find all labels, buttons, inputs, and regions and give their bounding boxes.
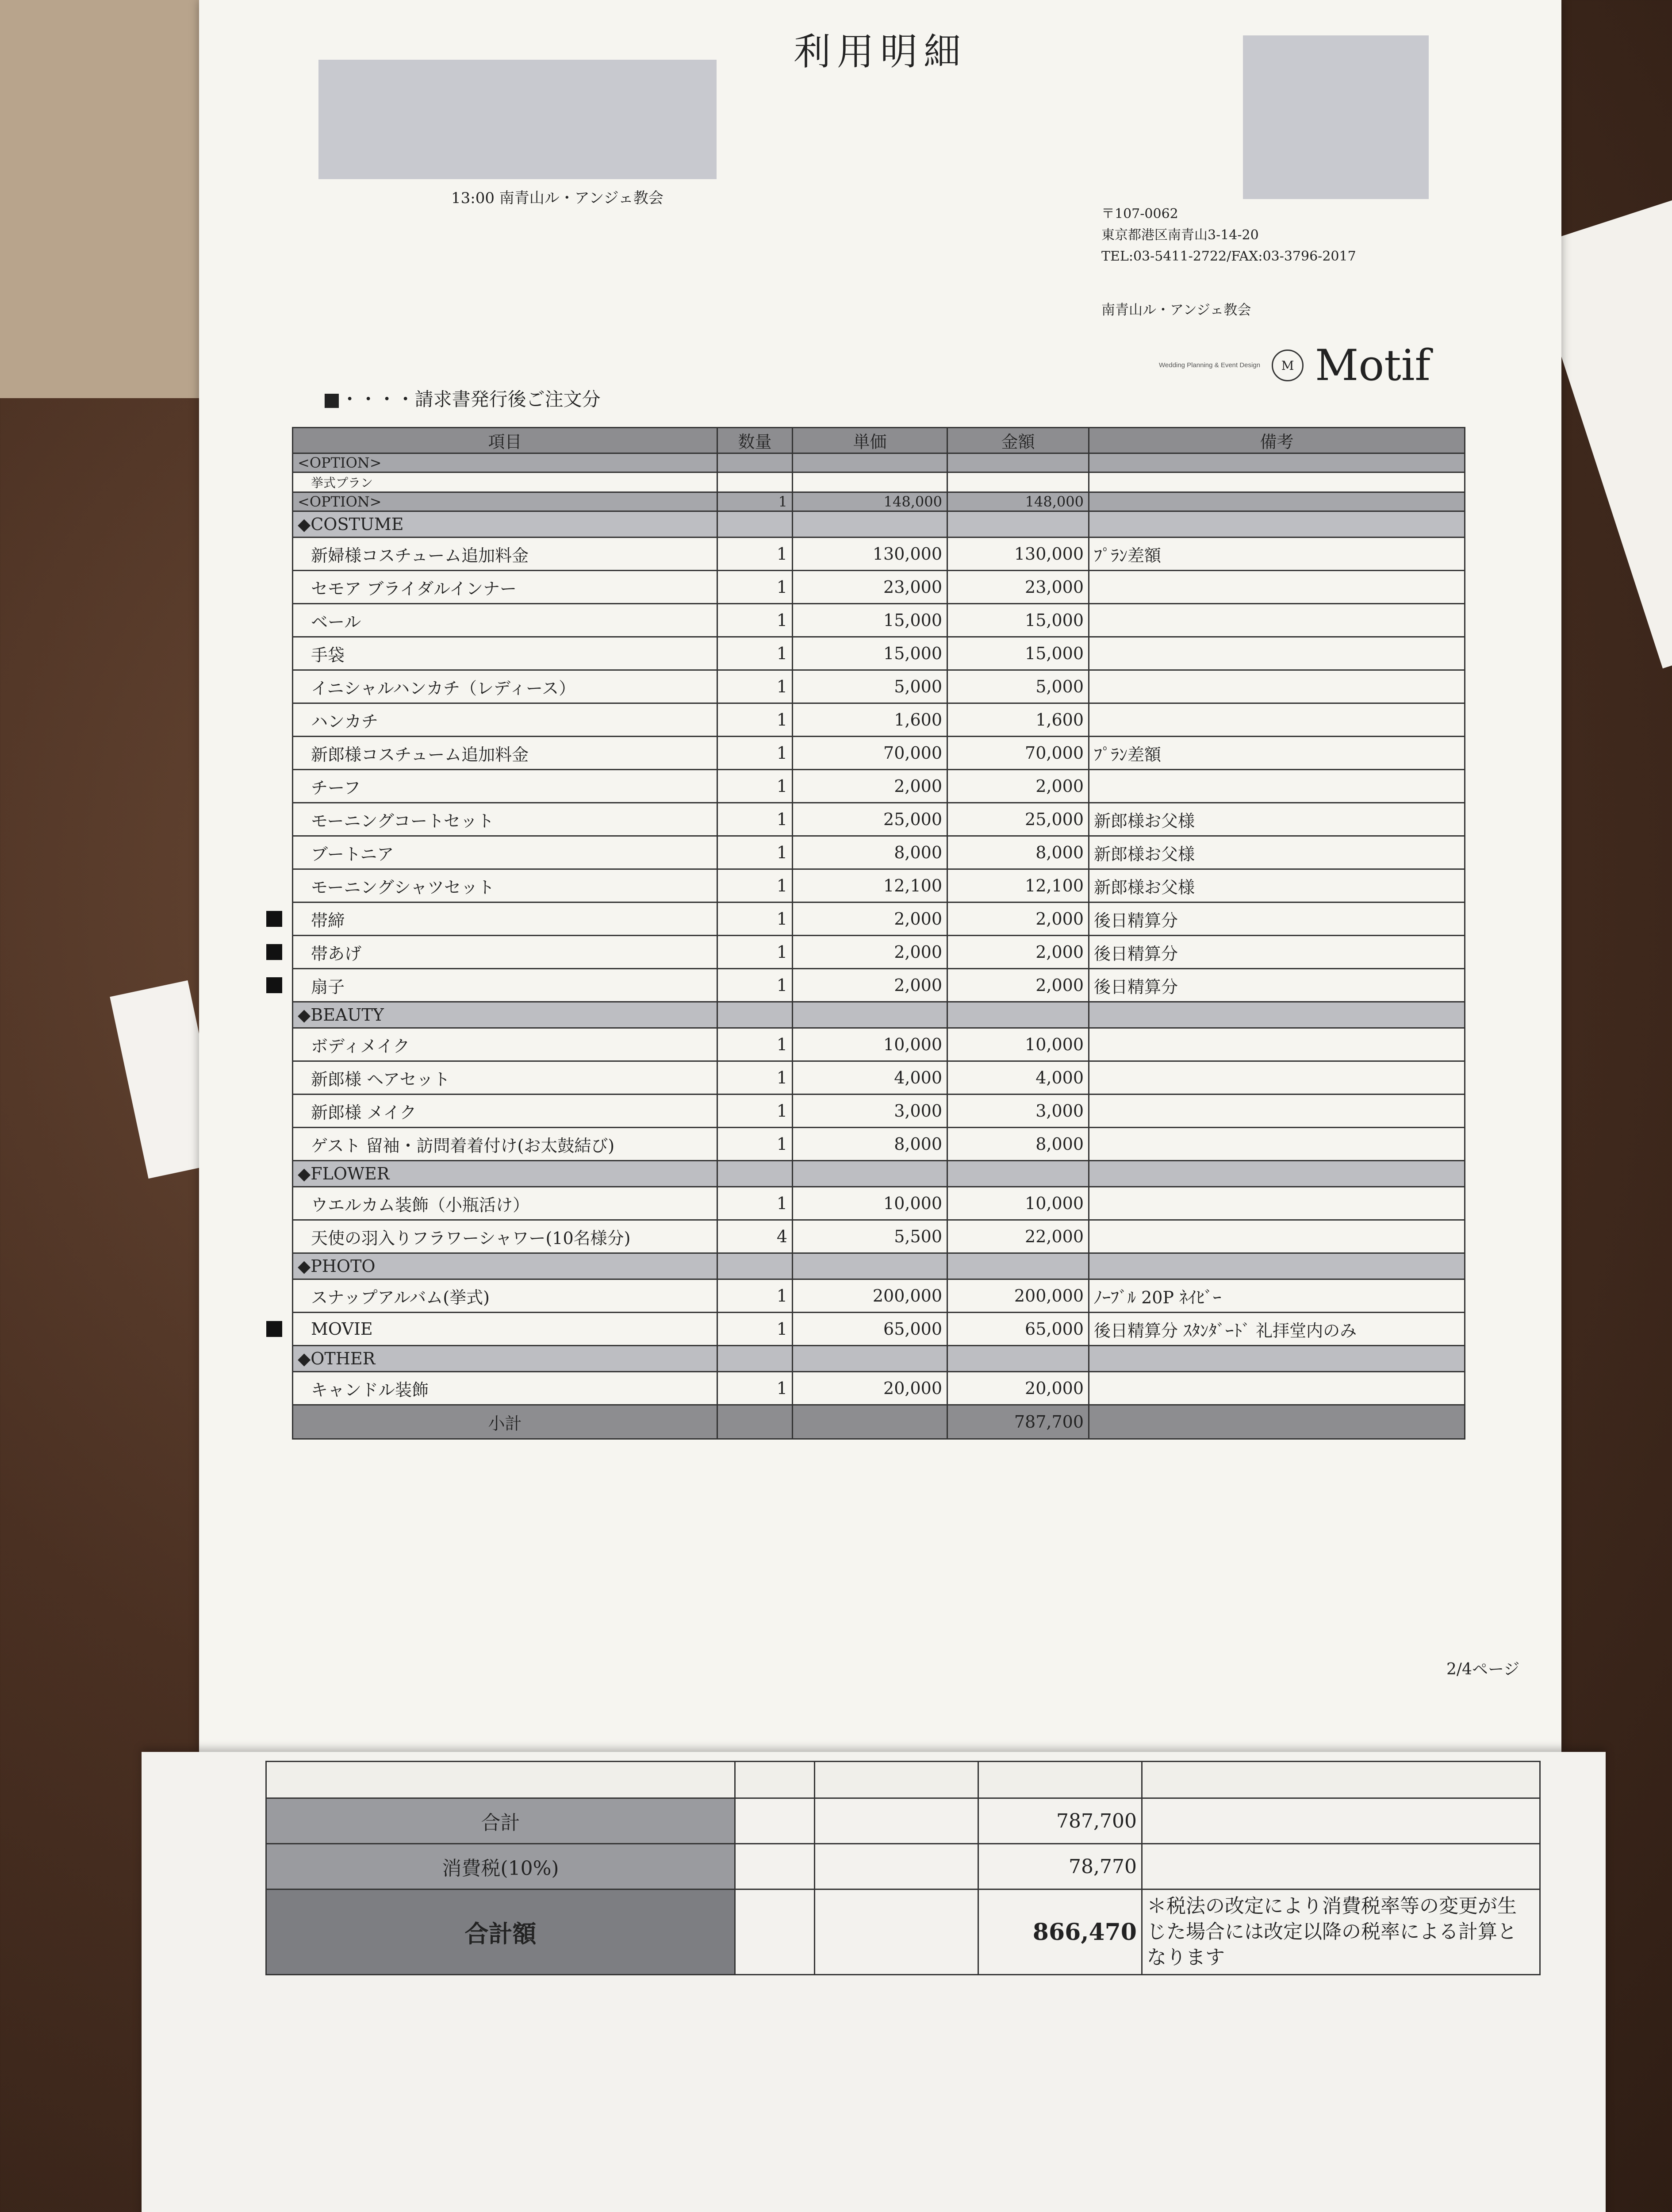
item-amount: 65,000 [947,1313,1089,1346]
item-amount: 70,000 [947,737,1089,770]
item-price: 2,000 [793,770,947,803]
item-qty: 1 [717,1128,793,1161]
summary-table [265,1761,1541,1975]
item-name: 新郎様 メイク [293,1094,717,1128]
col-item: 項目 [293,428,717,453]
item-price: 2,000 [793,969,947,1002]
item-amount: 22,000 [947,1220,1089,1253]
item-price: 5,500 [793,1220,947,1253]
item-price: 15,000 [793,637,947,670]
table-row [293,1313,1465,1346]
item-name: チーフ [293,770,717,803]
tax-row: 消費税(10%) 78,770 [266,1844,1540,1889]
item-name: 帯締 [293,902,717,936]
item-qty: 1 [717,670,793,703]
item-amount: 15,000 [947,604,1089,637]
table-row [293,538,1465,571]
grand-total-row: 合計額 866,470 ＊税法の改定により消費税率等の変更が生じた場合には改定以降の税率による計算となります [266,1889,1540,1975]
item-name: スナップアルバム(挙式) [293,1279,717,1313]
table-row [293,703,1465,737]
item-price: 2,000 [793,936,947,969]
item-price: 25,000 [793,803,947,836]
item-qty: 1 [717,1061,793,1094]
item-price: 12,100 [793,869,947,902]
item-name: 帯あげ [293,936,717,969]
item-amount: 25,000 [947,803,1089,836]
table-row [293,902,1465,936]
item-name: キャンドル装飾 [293,1372,717,1405]
item-price: 23,000 [793,571,947,604]
item-note [1089,703,1465,737]
statement-page [199,0,1561,1752]
item-amount: 2,000 [947,902,1089,936]
photo-category-row [293,1253,1465,1279]
costume-section [293,511,1465,1002]
photo-section [293,1253,1465,1346]
summary-page [142,1752,1606,2212]
item-note: 新郎様お父様 [1089,836,1465,869]
category-label: ◆OTHER [293,1346,717,1372]
item-name: ボディメイク [293,1028,717,1061]
table-row [293,737,1465,770]
item-note: ﾌﾟﾗﾝ差額 [1089,538,1465,571]
item-note [1089,1028,1465,1061]
item-note [1089,571,1465,604]
item-amount: 4,000 [947,1061,1089,1094]
item-price: 20,000 [793,1372,947,1405]
row-marker-icon [266,944,282,960]
item-price: 70,000 [793,737,947,770]
item-qty: 1 [717,637,793,670]
item-qty: 1 [717,770,793,803]
postal-code: 〒107-0062 [1101,206,1178,222]
item-amount: 20,000 [947,1372,1089,1405]
item-note: 後日精算分 [1089,936,1465,969]
item-name: イニシャルハンカチ（レディース） [293,670,717,703]
category-label: ◆COSTUME [293,511,717,538]
item-name: モーニングコートセット [293,803,717,836]
category-label: ◆FLOWER [293,1161,717,1187]
item-note [1089,1061,1465,1094]
item-qty: 1 [717,936,793,969]
item-name: 新郎様 ヘアセット [293,1061,717,1094]
item-note [1089,670,1465,703]
page-number: 2/4ページ [1446,1660,1520,1678]
item-note: ﾌﾟﾗﾝ差額 [1089,737,1465,770]
item-qty: 1 [717,1187,793,1220]
items-table [292,427,1465,1440]
item-qty: 1 [717,869,793,902]
col-note: 備考 [1089,428,1465,453]
item-note: 後日精算分 ｽﾀﾝﾀﾞｰﾄﾞ 礼拝堂内のみ [1089,1313,1465,1346]
item-name: ゲスト 留袖・訪問着着付け(お太鼓結び) [293,1128,717,1161]
item-name: 天使の羽入りフラワーシャワー(10名様分) [293,1220,717,1253]
item-note [1089,770,1465,803]
item-amount: 2,000 [947,936,1089,969]
item-name: セモア ブライダルインナー [293,571,717,604]
table-row [293,1094,1465,1128]
table-row [293,869,1465,902]
item-note [1089,637,1465,670]
item-price: 130,000 [793,538,947,571]
item-price: 1,600 [793,703,947,737]
blank-row [266,1762,1540,1798]
table-row [293,836,1465,869]
item-note [1089,1128,1465,1161]
item-amount: 8,000 [947,1128,1089,1161]
redacted-name-block [318,60,717,179]
table-row [293,936,1465,969]
tax-note: ＊税法の改定により消費税率等の変更が生じた場合には改定以降の税率による計算となります [1142,1889,1540,1975]
item-name: ベール [293,604,717,637]
beauty-section [293,1002,1465,1161]
item-price: 15,000 [793,604,947,637]
item-name: MOVIE [293,1313,717,1346]
item-note: 後日精算分 [1089,969,1465,1002]
item-note [1089,1220,1465,1253]
item-qty: 1 [717,737,793,770]
item-amount: 200,000 [947,1279,1089,1313]
item-qty: 4 [717,1220,793,1253]
item-qty: 1 [717,703,793,737]
item-qty: 1 [717,803,793,836]
item-note: 新郎様お父様 [1089,869,1465,902]
item-qty: 1 [717,538,793,571]
event-line: 13:00 南青山ル・アンジェ教会 [451,189,663,207]
motif-logo [1159,341,1430,390]
row-marker-icon [266,1321,282,1337]
table-row [293,1128,1465,1161]
table-row [293,770,1465,803]
item-name: ハンカチ [293,703,717,737]
item-note [1089,1372,1465,1405]
item-price: 5,000 [793,670,947,703]
plan-name-row: 挙式プラン [293,472,1465,492]
item-amount: 3,000 [947,1094,1089,1128]
item-name: モーニングシャツセット [293,869,717,902]
table-row [293,1279,1465,1313]
item-amount: 12,100 [947,869,1089,902]
beauty-category-row [293,1002,1465,1028]
col-price: 単価 [793,428,947,453]
item-amount: 8,000 [947,836,1089,869]
table-row [293,1220,1465,1253]
venue-name: 南青山ル・アンジェ教会 [1101,302,1251,318]
item-name: ウエルカム装飾（小瓶活け） [293,1187,717,1220]
flower-section [293,1161,1465,1253]
item-name: 新郎様コスチューム追加料金 [293,737,717,770]
item-qty: 1 [717,969,793,1002]
item-amount: 15,000 [947,637,1089,670]
logo-mark-icon: M [1272,349,1304,381]
row-marker-icon [266,911,282,927]
category-label: ◆PHOTO [293,1253,717,1279]
item-amount: 2,000 [947,969,1089,1002]
item-price: 10,000 [793,1187,947,1220]
item-name: ブートニア [293,836,717,869]
table-row [293,1372,1465,1405]
item-amount: 2,000 [947,770,1089,803]
item-qty: 1 [717,571,793,604]
table-row [293,670,1465,703]
item-amount: 23,000 [947,571,1089,604]
option-header-row: <OPTION> [293,453,1465,472]
item-amount: 10,000 [947,1028,1089,1061]
logo-subtitle: Wedding Planning & Event Design [1159,361,1261,369]
item-qty: 1 [717,1028,793,1061]
item-note [1089,1094,1465,1128]
item-note [1089,1187,1465,1220]
document-title: 利用明細 [793,30,967,73]
table-row [293,637,1465,670]
address-block [1101,204,1356,267]
item-qty: 1 [717,836,793,869]
col-amount: 金額 [947,428,1089,453]
table-row [293,969,1465,1002]
costume-category-row [293,511,1465,538]
table-row [293,1061,1465,1094]
item-note: ﾉｰﾌﾞﾙ 20P ﾈｲﾋﾞｰ [1089,1279,1465,1313]
logo-name: Motif [1315,341,1430,390]
item-qty: 1 [717,1313,793,1346]
item-price: 3,000 [793,1094,947,1128]
item-amount: 1,600 [947,703,1089,737]
item-note: 新郎様お父様 [1089,803,1465,836]
item-qty: 1 [717,902,793,936]
item-price: 65,000 [793,1313,947,1346]
item-price: 4,000 [793,1061,947,1094]
table-row [293,571,1465,604]
item-price: 8,000 [793,1128,947,1161]
section-title: ■・・・・請求書発行後ご注文分 [323,388,601,410]
item-qty: 1 [717,1372,793,1405]
item-price: 8,000 [793,836,947,869]
item-note [1089,604,1465,637]
flower-category-row [293,1161,1465,1187]
item-amount: 5,000 [947,670,1089,703]
category-label: ◆BEAUTY [293,1002,717,1028]
street-address: 東京都港区南青山3-14-20 [1101,227,1259,243]
other-section [293,1346,1465,1405]
item-name: 手袋 [293,637,717,670]
item-qty: 1 [717,1094,793,1128]
item-qty: 1 [717,1279,793,1313]
item-price: 2,000 [793,902,947,936]
item-price: 10,000 [793,1028,947,1061]
phone-fax: TEL:03-5411-2722/FAX:03-3796-2017 [1101,249,1356,264]
item-note: 後日精算分 [1089,902,1465,936]
subtotal-row: 小計 787,700 [293,1405,1465,1439]
total-row: 合計 787,700 [266,1798,1540,1844]
item-amount: 10,000 [947,1187,1089,1220]
item-name: 扇子 [293,969,717,1002]
table-row [293,604,1465,637]
table-row [293,1187,1465,1220]
item-name: 新婦様コスチューム追加料金 [293,538,717,571]
other-category-row [293,1346,1465,1372]
item-amount: 130,000 [947,538,1089,571]
row-marker-icon [266,977,282,993]
item-price: 200,000 [793,1279,947,1313]
col-qty: 数量 [717,428,793,453]
plan-row: <OPTION> 1 148,000 148,000 [293,492,1465,511]
table-row [293,1028,1465,1061]
table-row [293,803,1465,836]
table-header [293,428,1465,453]
item-qty: 1 [717,604,793,637]
